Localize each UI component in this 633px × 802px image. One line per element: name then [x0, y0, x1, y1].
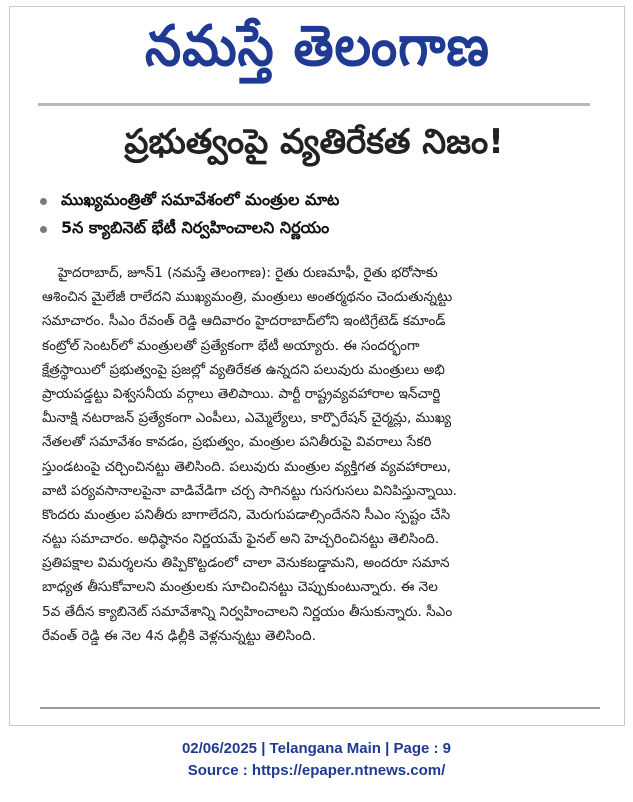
body-line: ఆశించిన మైలేజీ రాలేదని ముఖ్యమంత్రి, మంత్రులు అంతర్మథనం చెందుతున్నట్టు [42, 289, 453, 306]
body-line: క్షేత్రస్థాయిలో ప్రభుత్వంపై ప్రజల్లో వ్యతిరేకత ఉన్నదని పలువురు మంత్రులు అభి [42, 361, 445, 378]
body-line: వాటి పర్యవసానాలపైనా వాడివేడిగా చర్చ సాగినట్టు గుసగుసలు వినిపిస్తున్నాయి. [42, 482, 458, 499]
body-line: మీనాక్షి నటరాజన్ ప్రత్యేకంగా ఎంపీలు, ఎమ్మెల్యేలు, కార్పొరేషన్ చైర్మన్లు, ముఖ్య [42, 410, 452, 427]
masthead [10, 7, 624, 99]
page-footer [0, 738, 633, 782]
body-line: కొందరు మంత్రుల పనితీరు బాగాలేదని, మెరుగుపడాల్సిందేనని సీఎం స్పష్టం చేసి [42, 506, 451, 523]
news-clipping [9, 6, 625, 726]
body-line: సమాచారం. సీఎం రేవంత్ రెడ్డి ఆదివారం హైదరాబాద్‌లోని ఇంటిగ్రేటెడ్ కమాండ్ [42, 313, 446, 330]
body-line: నేతలతో సమావేశం కావడం, ప్రభుత్వం, మంత్రుల పనితీరుపై వివరాలు సేకరి [42, 434, 432, 451]
bullet-item [40, 215, 600, 243]
bullet-text: ముఖ్యమంత్రితో సమావేశంలో మంత్రుల మాట [61, 189, 340, 209]
body-line: 5వ తేదీన క్యాబినెట్ సమావేశాన్ని నిర్వహించాలని నిర్ణయం తీసుకున్నారు. సీఎం [42, 603, 453, 620]
bottom-divider [40, 707, 600, 709]
body-line: ప్రతిపక్షాల విమర్శలను తిప్పికొట్టడంలో చాలా వెనుకబడ్డామని, అందరూ సమాన [42, 555, 450, 572]
masthead-logo-text: నమస్తే తెలంగాణ [144, 13, 490, 79]
bullet-item [40, 187, 600, 215]
body-line: కంట్రోల్ సెంటర్‌లో మంత్రులతో ప్రత్యేకంగా భేటీ అయ్యారు. ఈ సందర్భంగా [42, 337, 420, 354]
article-body [42, 261, 606, 648]
article-headline: ప్రభుత్వంపై వ్యతిరేకత నిజం! [124, 122, 504, 162]
bullet-dot-icon [40, 198, 47, 205]
bullet-list [40, 187, 600, 243]
body-line: రేవంత్ రెడ్డి ఈ నెల 4న ఢిల్లీకి వెళ్లనున్నట్టు తెలిసింది. [42, 627, 316, 644]
body-line: బాధ్యత తీసుకోవాలని మంత్రులకు సూచించినట్టు చెప్పుకుంటున్నారు. ఈ నెల [42, 579, 438, 596]
source-link[interactable]: Source : https://epaper.ntnews.com/ [187, 762, 446, 779]
body-line: నట్టు సమాచారం. అధిష్ఠానం నిర్ణయమే ఫైనల్ అని హెచ్చరించినట్టు తెలిసింది. [42, 531, 440, 548]
body-line: ప్రాయపడ్డట్టు విశ్వసనీయ వర్గాలు తెలిపాయి. పార్టీ రాష్ట్రవ్యవహారాల ఇన్‌చార్జి [42, 385, 441, 402]
top-divider [38, 103, 590, 106]
body-line: స్తుండటంపై చర్చించినట్టు తెలిసింది. పలువురు మంత్రుల వ్యక్తిగత వ్యవహారాలు, [42, 458, 452, 475]
bullet-dot-icon [40, 226, 47, 233]
body-line: హైదరాబాద్, జూన్1 (నమస్తే తెలంగాణ): రైతు రుణమాఫీ, రైతు భరోసాకు [58, 265, 438, 281]
bullet-text: 5న క్యాబినెట్ భేటీ నిర్వహించాలని నిర్ణయం [61, 217, 330, 237]
edition-info: 02/06/2025 | Telangana Main | Page : 9 [181, 740, 452, 757]
